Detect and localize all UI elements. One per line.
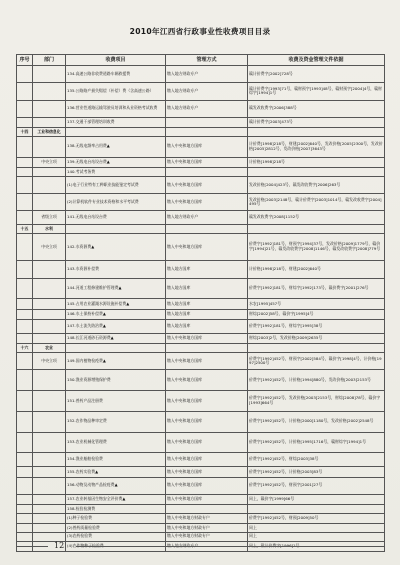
fee-item-cell: 153.农业机械化管理费 xyxy=(66,432,166,453)
table-row xyxy=(17,100,385,117)
fee-item-cell: (2)计算机软件专业技术资格和水平考试费 xyxy=(66,193,166,210)
header-cell: 收费项目 xyxy=(66,55,166,66)
section-row xyxy=(17,128,385,137)
management-method-cell: 缴入中央和地方财政专户 xyxy=(166,513,248,523)
document-basis-cell: 发改价格[2004]423号，赣发改收费字[2006]263号 xyxy=(248,176,385,193)
management-method-cell xyxy=(166,117,248,127)
department-cell xyxy=(33,453,66,467)
fee-item-cell: 144.河道工程修建维护管理费▲ xyxy=(66,278,166,299)
department-cell: 省级立项 xyxy=(33,211,66,225)
header-cell: 部门 xyxy=(33,55,66,66)
document-basis-cell: 赣计价费字[2003]473号 xyxy=(248,117,385,127)
page-title: 2010年江西省行政事业性收费项目目录 xyxy=(129,27,271,36)
document-basis-cell: 计价格[1998]218号 xyxy=(248,157,385,167)
management-method-cell: 缴入中央和地方国库 xyxy=(166,391,248,412)
department-cell xyxy=(33,261,66,278)
document-basis-cell xyxy=(248,344,385,353)
fee-item-cell: 148.长江河道砂石资源费▲ xyxy=(66,334,166,344)
table-row xyxy=(17,334,385,344)
department-cell xyxy=(33,100,66,117)
row-number-cell xyxy=(17,477,33,494)
table-row xyxy=(17,168,385,177)
table-row xyxy=(17,83,385,100)
fee-item-cell: 139.无线电台站设台费▲ xyxy=(66,157,166,167)
footer-rule-left xyxy=(16,546,48,547)
header-cell: 管理方式 xyxy=(166,55,248,66)
row-number-cell xyxy=(17,505,33,514)
document-basis-cell: 发改价格[2003]2148号，赣计价费字[2003]1014号，赣发改收费字[2004]495号 xyxy=(248,193,385,210)
document-basis-cell: 价费字[1992]452号，计价格[2003]83号 xyxy=(248,467,385,477)
fee-item-cell: 140.考试考务费 xyxy=(66,168,166,177)
management-method-cell: 缴入中央和地方国库 xyxy=(166,477,248,494)
fee-item-cell: 138.无线电频率占用费▲ xyxy=(66,136,166,157)
row-number-cell xyxy=(17,513,33,523)
department-cell xyxy=(33,391,66,412)
document-basis-cell: 赣发改收费字[2006]388号 xyxy=(248,100,385,117)
department-cell xyxy=(33,309,66,319)
management-method-cell: 缴入中央和地方国库 xyxy=(166,411,248,432)
document-basis-cell: 价费字[1992]452号，财预[2009]50号 xyxy=(248,513,385,523)
row-number-cell xyxy=(17,334,33,344)
document-basis-cell: 同上 xyxy=(248,532,385,541)
row-number-cell xyxy=(17,66,33,83)
table-row xyxy=(17,261,385,278)
department-cell xyxy=(33,532,66,541)
row-number-cell xyxy=(17,233,33,261)
fee-item-cell xyxy=(66,128,166,137)
department-cell xyxy=(33,278,66,299)
fee-item-cell: 134.高速公路非收费道路车辆救援费 xyxy=(66,66,166,83)
row-number-cell xyxy=(17,391,33,412)
document-basis-cell: 价费字[1992]452号，计价格[2000]1180号，发改价格[2002]2548号 xyxy=(248,411,385,432)
department-cell xyxy=(33,467,66,477)
fee-item-cell: (1)电子行业特有工种职业技能鉴定考试费 xyxy=(66,176,166,193)
table-row xyxy=(17,278,385,299)
fee-item-cell: 158.检验检测费 xyxy=(66,505,166,514)
row-number-cell xyxy=(17,320,33,334)
department-cell xyxy=(33,524,66,533)
department-cell xyxy=(33,83,66,100)
fee-item-cell: 155.农药实验费▲ xyxy=(66,467,166,477)
row-number-cell xyxy=(17,432,33,453)
management-method-cell: 缴入地方国库 xyxy=(166,299,248,309)
management-method-cell xyxy=(166,168,248,177)
page-footer xyxy=(16,541,384,551)
management-method-cell: 缴入地方国库 xyxy=(166,320,248,334)
row-number-cell xyxy=(17,83,33,100)
row-number-cell xyxy=(17,157,33,167)
row-number-cell: 十六 xyxy=(17,344,33,353)
table-row xyxy=(17,370,385,391)
document-basis-cell: 价费字[1992]452号，计价格[1994]880号，发改价格[2003]2153号 xyxy=(248,370,385,391)
row-number-cell xyxy=(17,136,33,157)
table-row xyxy=(17,513,385,523)
department-cell: 中央立项 xyxy=(33,233,66,261)
section-row xyxy=(17,225,385,234)
section-row xyxy=(17,344,385,353)
management-method-cell: 缴入中央和地方国库 xyxy=(166,453,248,467)
management-method-cell: 缴入中央和地方国库 xyxy=(166,353,248,370)
fee-item-cell: 141.无线电台站设台费 xyxy=(66,211,166,225)
document-basis-cell: 价费字[1992]452号，财预字[2002]584号，赣价字[1998]4号，计价格[1997]2500号 xyxy=(248,353,385,370)
row-number-cell xyxy=(17,176,33,193)
document-basis-cell: 同上，赣计价费字[1996]1号 xyxy=(248,541,385,551)
document-basis-cell: 价费字[1992]181号，财综字[1995]38号 xyxy=(248,320,385,334)
fee-item-cell: 145.占用农业灌溉水源设施补偿费▲ xyxy=(66,299,166,309)
document-basis-cell: 水农[1995]457号 xyxy=(248,299,385,309)
row-number-cell xyxy=(17,117,33,127)
management-method-cell: 缴入中央和地方国库 xyxy=(166,136,248,157)
department-cell xyxy=(33,432,66,453)
document-basis-cell: 赣发改收费字[2008]1152号 xyxy=(248,211,385,225)
table-row xyxy=(17,117,385,127)
table-row xyxy=(17,532,385,541)
document-basis-cell: 计价费[1998]218号，财建[2002]640号，发改价格[2005]2300号，发改价格[2005]2812号，发改价格[2007]3643号 xyxy=(248,136,385,157)
management-method-cell: 缴入中央和地方国库 xyxy=(166,233,248,261)
management-method-cell xyxy=(166,505,248,514)
table-row xyxy=(17,467,385,477)
management-method-cell: 缴入中央和地方国库 xyxy=(166,157,248,167)
row-number-cell xyxy=(17,168,33,177)
department-cell xyxy=(33,513,66,523)
management-method-cell: 缴入中央和地方国库 xyxy=(166,494,248,504)
row-number-cell xyxy=(17,100,33,117)
document-basis-cell xyxy=(248,225,385,234)
header-cell: 收费及资金管理文件依据 xyxy=(248,55,385,66)
table-row xyxy=(17,233,385,261)
department-cell xyxy=(33,176,66,193)
fee-item-cell: 150.渔业资源增殖保护费 xyxy=(66,370,166,391)
row-number-cell xyxy=(17,370,33,391)
document-basis-cell: 计价格[1998]218号，财建[2002]640号 xyxy=(248,261,385,278)
table-row xyxy=(17,157,385,167)
table-header-row xyxy=(17,55,385,66)
fee-item-cell: 136.营业性道路运输驾驶员培训和从业资格考试收费 xyxy=(66,100,166,117)
fee-item-cell: 146.水土保持补偿费▲ xyxy=(66,309,166,319)
fee-item-cell: 142.水资源费▲ xyxy=(66,233,166,261)
department-cell xyxy=(33,299,66,309)
document-basis-cell: 同上，赣价字[1999]66号 xyxy=(248,494,385,504)
table-row xyxy=(17,309,385,319)
department-cell xyxy=(33,477,66,494)
document-basis-cell: 财综[2002]58号，赣价字[1995]4号 xyxy=(248,309,385,319)
management-method-cell: 缴入地方财政专户 xyxy=(166,100,248,117)
management-method-cell: 缴入地方财政专户 xyxy=(166,83,248,100)
document-basis-cell: 同上 xyxy=(248,524,385,533)
fee-item-cell: (3)农药检验费 xyxy=(66,532,166,541)
fee-item-cell: 135.公路路产损失赔偿（补偿）费（含高速公路） xyxy=(66,83,166,100)
management-method-cell: 缴入地方财政专户 xyxy=(166,66,248,83)
document-basis-cell: 赣计价费字[1993]71号，赣财预字[1993]48号，赣财预字[2004]4号，赣财综字[1994]1号 xyxy=(248,83,385,100)
management-method-cell xyxy=(166,128,248,137)
row-number-cell xyxy=(17,193,33,210)
table-row xyxy=(17,477,385,494)
fee-item-cell xyxy=(66,344,166,353)
row-number-cell xyxy=(17,278,33,299)
fee-item-cell: 154.渔业船舶检验费 xyxy=(66,453,166,467)
table-row xyxy=(17,353,385,370)
fee-item-cell: (4)农作物种子检验费 xyxy=(66,541,166,551)
table-row xyxy=(17,524,385,533)
row-number-cell xyxy=(17,532,33,541)
department-cell xyxy=(33,66,66,83)
row-number-cell xyxy=(17,494,33,504)
row-number-cell xyxy=(17,411,33,432)
fee-item-cell: (2)兽药质量检验费 xyxy=(66,524,166,533)
document-basis-cell: 财综[2003]2号，发改价格[2009]2635号 xyxy=(248,334,385,344)
row-number-cell xyxy=(17,261,33,278)
department-cell xyxy=(33,117,66,127)
fee-item-cell: 137.交通干部管理培训收费 xyxy=(66,117,166,127)
row-number-cell xyxy=(17,309,33,319)
management-method-cell: 缴入地方财政专户 xyxy=(166,211,248,225)
department-cell xyxy=(33,168,66,177)
fee-item-cell: 143.水资源补偿费 xyxy=(66,261,166,278)
document-basis-cell xyxy=(248,168,385,177)
fee-item-cell: 157.农业转基因生物安全评价费▲ xyxy=(66,494,166,504)
fee-item-cell xyxy=(66,225,166,234)
department-cell: 水利 xyxy=(33,225,66,234)
table-row xyxy=(17,432,385,453)
management-method-cell: 缴入中央和地方国库 xyxy=(166,467,248,477)
department-cell xyxy=(33,505,66,514)
fee-item-cell: 151.兽药产品注册费 xyxy=(66,391,166,412)
row-number-cell xyxy=(17,353,33,370)
table-row xyxy=(17,193,385,210)
management-method-cell: 缴入中央和地方财政专户 xyxy=(166,524,248,533)
row-number-cell: 十四 xyxy=(17,128,33,137)
document-basis-cell: 价费字[1992]452号，财综[2003]38号 xyxy=(248,453,385,467)
document-basis-cell xyxy=(248,505,385,514)
document-basis-cell xyxy=(248,128,385,137)
fee-item-cell: 147.水土流失防治费▲ xyxy=(66,320,166,334)
footer-rule-right xyxy=(76,546,384,547)
table-row xyxy=(17,505,385,514)
table-row xyxy=(17,299,385,309)
header-cell: 序号 xyxy=(17,55,33,66)
management-method-cell: 缴入中央和地方国库 xyxy=(166,370,248,391)
management-method-cell: 缴入地方国库 xyxy=(166,261,248,278)
department-cell xyxy=(33,334,66,344)
department-cell: 中央立项 xyxy=(33,157,66,167)
document-basis-cell: 价费字[1992]452号，财预字[2001]27号 xyxy=(248,477,385,494)
department-cell xyxy=(33,370,66,391)
department-cell xyxy=(33,193,66,210)
page-number: 12 xyxy=(54,541,65,550)
management-method-cell xyxy=(166,225,248,234)
fee-item-cell: (1)种子检验费 xyxy=(66,513,166,523)
row-number-cell xyxy=(17,211,33,225)
management-method-cell: 缴入中央和地方国库 xyxy=(166,176,248,193)
table-row xyxy=(17,66,385,83)
row-number-cell xyxy=(17,299,33,309)
table-row xyxy=(17,176,385,193)
management-method-cell: 缴入地方财政专户 xyxy=(166,541,248,551)
department-cell xyxy=(33,320,66,334)
management-method-cell: 缴入中央和地方财政专户 xyxy=(166,532,248,541)
document-basis-cell: 价费字[1992]181号，财综字[1992]173号，赣价费字[2001]276号 xyxy=(248,278,385,299)
department-cell xyxy=(33,411,66,432)
document-basis-cell: 价费字[1992]452号，计价格[1995]1716号，赣财综字[1994]1号 xyxy=(248,432,385,453)
fee-catalog-table xyxy=(16,54,385,552)
management-method-cell: 缴入中央和地方国库 xyxy=(166,334,248,344)
row-number-cell xyxy=(17,453,33,467)
table-row xyxy=(17,411,385,432)
management-method-cell: 缴入地方国库 xyxy=(166,278,248,299)
table-row xyxy=(17,494,385,504)
table-row xyxy=(17,453,385,467)
fee-item-cell: 149.国内植物检疫费▲ xyxy=(66,353,166,370)
document-basis-cell: 赣计价费字[2002]728号 xyxy=(248,66,385,83)
management-method-cell: 缴入中央和地方国库 xyxy=(166,432,248,453)
table-row xyxy=(17,391,385,412)
management-method-cell xyxy=(166,344,248,353)
department-cell xyxy=(33,136,66,157)
department-cell: 中央立项 xyxy=(33,353,66,370)
row-number-cell xyxy=(17,467,33,477)
table-body xyxy=(17,66,385,552)
row-number-cell xyxy=(17,524,33,533)
department-cell: 农业 xyxy=(33,344,66,353)
management-method-cell: 缴入地方国库 xyxy=(166,309,248,319)
department-cell: 工业和信息化 xyxy=(33,128,66,137)
fee-item-cell: 152.农作物品种审定费 xyxy=(66,411,166,432)
document-basis-cell: 价费字[1992]181号，财预字[1994]37号，发改价格[2009]1779号，赣价字[1994]21号，赣发改收费字[2008]1146号，赣发改收费字[2008]779号 xyxy=(248,233,385,261)
row-number-cell: 十五 xyxy=(17,225,33,234)
management-method-cell: 缴入中央和地方国库 xyxy=(166,193,248,210)
document-basis-cell: 价费字[1992]452号，发改价格[2003]2153号，财综[2008]78号，赣价字[1993]664号 xyxy=(248,391,385,412)
fee-item-cell: 156.动物及动物产品检疫费▲ xyxy=(66,477,166,494)
table-row xyxy=(17,136,385,157)
department-cell xyxy=(33,494,66,504)
table-row xyxy=(17,211,385,225)
table-row xyxy=(17,320,385,334)
